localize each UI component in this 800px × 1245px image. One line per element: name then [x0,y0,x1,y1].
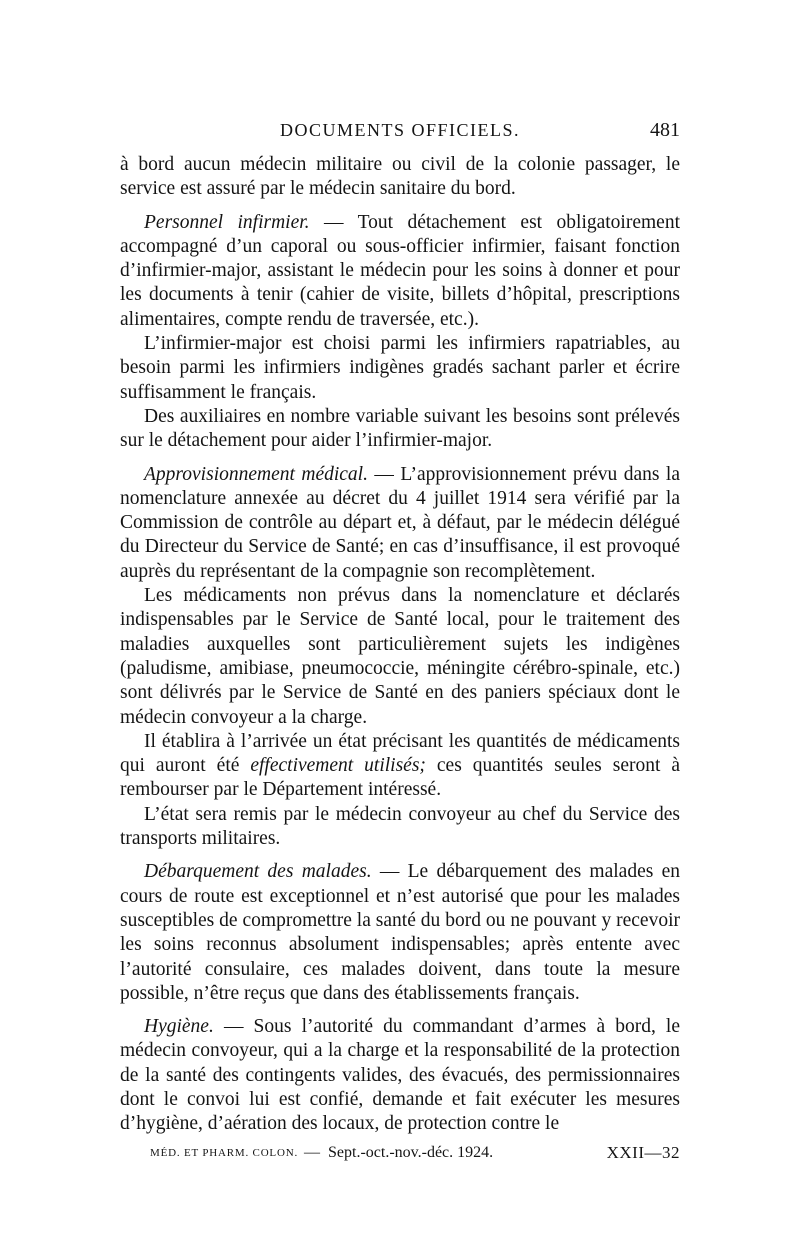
paragraph-text: Des auxiliaires en nombre variable suivant les besoins sont prélevés sur le détachement pour aider l’infirmier-major. [120,405,680,452]
footer-journal: MÉD. ET PHARM. COLON. [150,1147,298,1159]
paragraph-text: L’état sera remis par le médecin convoyeur au chef du Service des transports militaires. [120,803,680,850]
running-header [120,117,680,143]
paragraph-text: Les médicaments non prévus dans la nomenclature et déclarés indispensables par le Service de Santé local, pour le traitement des maladies auxquelles sont particulièrement sujets les indigènes (paludisme, amibiase, pneumococcie, méningite cérébro-spinale, etc.) sont délivrés par le Service de Santé en des paniers spéciaux dont le médecin convoyeur a la charge. [120,585,680,728]
paragraph-text: ces quantités seules seront à rembourser par le Département intéressé. [120,755,680,801]
footer-dash: — [304,1144,320,1161]
body-text [120,153,680,1137]
paragraph-text: à bord aucun médecin militaire ou civil de la colonie passager, le service est assuré par le médecin sanitaire du bord. [120,154,680,200]
paragraph-text: Il établira à l’arrivée un état précisant les quantités de médicaments qui auront été [120,730,680,777]
header-title: DOCUMENTS OFFICIELS. [279,120,521,140]
section-title: Approvisionnement médical. [144,463,368,485]
paragraph-infirmier-major [120,332,680,405]
paragraph-auxiliaires [120,405,680,454]
paragraph-remise-etat [120,803,680,852]
paragraph-text: — Sous l’autorité du commandant d’armes à bord, le médecin convoyeur, qui a la charge et la responsabilité de la protection de la santé des contingents valides, des évacués, des permissionnaires dont le convoi lui est confié, demande et fait exécuter les mesures d’hygiène, d’aération des locaux, de protection contre le [120,1016,680,1135]
paragraph-medicaments [120,584,680,730]
footer-date: Sept.-oct.-nov.-déc. 1924. [328,1144,494,1161]
paragraph-text: — L’approvisionnement prévu dans la nomenclature annexée au décret du 4 juillet 1914 sera vérifié par la Commission de contrôle au départ et, à défaut, par le médecin délégué du Directeur du Service de Santé; en cas d’insuffisance, il est provoqué auprès du représentant de la compagnie son recomplètement. [120,463,680,582]
section-title: Débarquement des malades. [144,861,372,883]
section-debarquement-malades [120,860,680,1006]
emphasis-text: effectivement utilisés; [250,755,426,777]
paragraph-text: L’infirmier-major est choisi parmi les infirmiers rapatriables, au besoin parmi les infirmiers indigènes gradés sachant parler et écrire suffisamment le français. [120,333,680,403]
section-personnel-infirmier [120,211,680,332]
paragraph-etat-medicaments [120,730,680,803]
page-number: 481 [650,119,680,141]
section-title: Hygiène. [144,1016,214,1038]
paragraph-continuation [120,153,680,202]
footer-signature: XXII—32 [606,1143,680,1162]
paragraph-text: — Tout détachement est obligatoirement accompagné d’un caporal ou sous-officier infirmier, faisant fonction d’infirmier-major, assistant le médecin pour les soins à donner et pour les documents à tenir (cahier de visite, billets d’hôpital, prescriptions alimentaires, compte rendu de traversée, etc.). [120,211,680,330]
section-title: Personnel infirmier. [144,211,310,233]
page-footer [150,1140,680,1166]
section-approvisionnement-medical [120,463,680,584]
section-hygiene [120,1015,680,1136]
paragraph-text: — Le débarquement des malades en cours de route est exceptionnel et n’est autorisé que pour les malades susceptibles de compromettre la santé du bord ou ne pouvant y recevoir les soins reconnus absolument indispensables; après entente avec l’autorité consulaire, ces malades doivent, dans toute la mesure possible, n’être reçus que dans des établissements français. [120,861,680,1004]
